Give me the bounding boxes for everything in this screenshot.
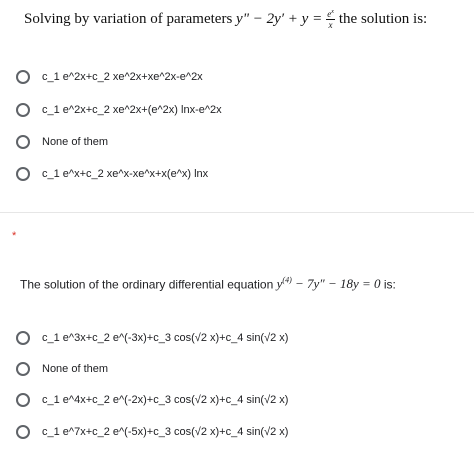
fraction-numerator-base: e bbox=[327, 9, 332, 19]
q1-option-1[interactable] bbox=[16, 67, 203, 87]
radio-button[interactable] bbox=[16, 103, 30, 117]
math-rest: − 7y″ − 18y = 0 bbox=[294, 276, 381, 292]
radio-button[interactable] bbox=[16, 425, 30, 439]
option-label: c_1 e^2x+c_2 xe^2x+xe^2x-e^2x bbox=[42, 71, 203, 83]
question-2-prefix: The solution of the ordinary differential equation bbox=[20, 277, 274, 292]
radio-button[interactable] bbox=[16, 70, 30, 84]
option-label: None of them bbox=[42, 136, 109, 148]
fraction-numerator-exponent: x bbox=[331, 9, 334, 15]
q2-option-2[interactable] bbox=[16, 359, 108, 379]
radio-button[interactable] bbox=[16, 393, 30, 407]
radio-button[interactable] bbox=[16, 362, 30, 376]
math-derivative-order: (4) bbox=[282, 276, 292, 285]
question-1-prefix: Solving by variation of parameters bbox=[24, 10, 233, 27]
question-1-equation-lhs: y" − 2y′ + y = bbox=[236, 10, 323, 27]
math-y: y bbox=[276, 276, 283, 292]
q2-option-1[interactable] bbox=[16, 328, 288, 348]
q2-option-4[interactable] bbox=[16, 422, 288, 442]
q1-option-3[interactable] bbox=[16, 132, 108, 152]
q1-option-4[interactable] bbox=[16, 164, 208, 184]
question-1-fraction bbox=[326, 8, 335, 30]
option-label: c_1 e^4x+c_2 e^(-2x)+c_3 cos(√2 x)+c_4 sin(√2 x) bbox=[42, 394, 289, 406]
question-divider bbox=[0, 212, 474, 213]
question-1-title bbox=[24, 8, 464, 30]
question-2-title bbox=[20, 276, 396, 292]
radio-button[interactable] bbox=[16, 167, 30, 181]
required-marker: * bbox=[12, 230, 17, 242]
option-label: None of them bbox=[42, 363, 109, 375]
question-1-suffix: the solution is: bbox=[338, 10, 428, 27]
option-label: c_1 e^x+c_2 xe^x-xe^x+x(e^x) lnx bbox=[42, 168, 209, 180]
q2-option-3[interactable] bbox=[16, 390, 288, 410]
option-label: c_1 e^7x+c_2 e^(-5x)+c_3 cos(√2 x)+c_4 sin(√2 x) bbox=[42, 426, 289, 438]
radio-button[interactable] bbox=[16, 135, 30, 149]
q1-option-2[interactable] bbox=[16, 100, 222, 120]
radio-button[interactable] bbox=[16, 331, 30, 345]
option-label: c_1 e^3x+c_2 e^(-3x)+c_3 cos(√2 x)+c_4 sin(√2 x) bbox=[42, 332, 289, 344]
option-label: c_1 e^2x+c_2 xe^2x+(e^2x) lnx-e^2x bbox=[42, 104, 222, 116]
fraction-denominator: x bbox=[328, 20, 333, 30]
question-2-suffix: is: bbox=[383, 277, 396, 292]
